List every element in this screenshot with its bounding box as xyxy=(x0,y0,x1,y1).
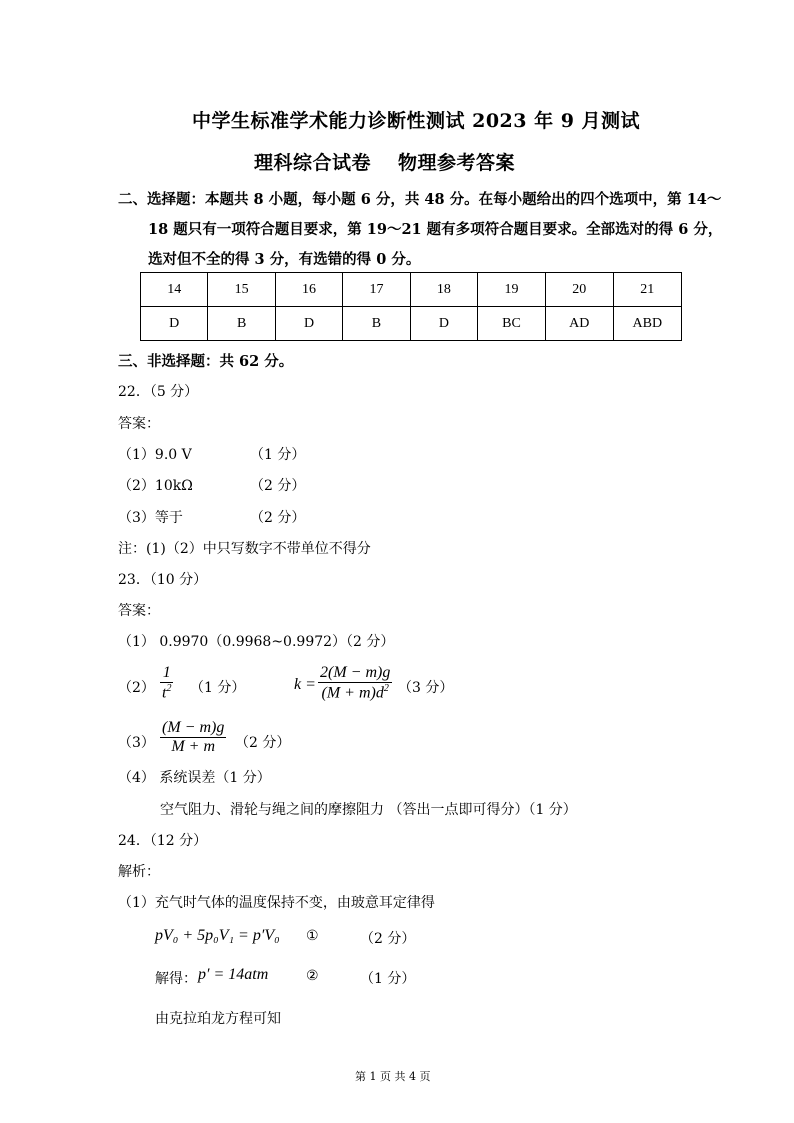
page-footer: 第 1 页 共 4 页 xyxy=(355,1070,431,1083)
section2-line1: 二、选择题：本题共 8 小题，每小题 6 分，共 48 分。在每小题给出的四个选项中，第 14～ xyxy=(118,191,722,208)
answer-table-answers-row xyxy=(141,307,682,341)
answer-table xyxy=(140,272,682,341)
fraction-numerator: 2(M − m)g xyxy=(320,664,391,681)
q22-part1: （1）9.0 V xyxy=(118,447,192,463)
equation-2: p′ = 14atm xyxy=(198,966,269,983)
table-cell: D xyxy=(275,307,342,341)
page-title: 中学生标准学术能力诊断性测试 2023 年 9 月测试 xyxy=(192,110,641,132)
q24-heading: 24．（12 分） xyxy=(118,833,208,849)
answer-table-numbers-row xyxy=(141,273,682,307)
q23-part4: （4） 系统误差（1 分） xyxy=(118,770,271,786)
table-cell: 16 xyxy=(275,273,342,307)
section2-line2: 18 题只有一项符合题目要求，第 19～21 题有多项符合题目要求。全部选对的得 6 分， xyxy=(148,221,723,238)
solve-label: 解得： xyxy=(155,971,197,987)
k-symbol: k = xyxy=(294,676,316,693)
q22-heading: 22．（5 分） xyxy=(118,384,199,400)
q24-analysis-label: 解析： xyxy=(118,864,160,880)
q22-note: 注：(1)（2）中只写数字不带单位不得分 xyxy=(118,541,371,557)
equation-1-mark: ① xyxy=(306,928,319,944)
subtitle-exam: 理科综合试卷 xyxy=(254,152,372,174)
table-cell: D xyxy=(141,307,208,341)
k-fraction xyxy=(318,664,392,702)
q23-heading: 23．（10 分） xyxy=(118,572,208,588)
table-cell: B xyxy=(208,307,275,341)
table-cell: BC xyxy=(478,307,546,341)
fraction-denominator: M + m xyxy=(171,738,216,755)
table-cell: 17 xyxy=(343,273,410,307)
q22-part3-score: （2 分） xyxy=(250,510,306,526)
q23-k-score: （3 分） xyxy=(398,680,454,696)
q23-answer-label: 答案： xyxy=(118,603,160,619)
equation-1-score: （2 分） xyxy=(360,931,416,947)
table-cell: 18 xyxy=(410,273,477,307)
equation-1: pV₀ + 5p₀V₁ = p′V₀ xyxy=(155,927,280,944)
table-cell: 14 xyxy=(141,273,208,307)
section2-line3: 选对但不全的得 3 分，有选错的得 0 分。 xyxy=(148,251,421,268)
q22-part3: （3）等于 xyxy=(118,510,183,526)
q23-part3-fraction xyxy=(160,719,226,756)
q24-part1: （1）充气时气体的温度保持不变，由玻意耳定律得 xyxy=(118,895,435,911)
table-cell: 15 xyxy=(208,273,275,307)
q23-part1: （1） 0.9970（0.9968~0.9972）（2 分） xyxy=(118,634,395,650)
table-cell: AD xyxy=(545,307,613,341)
table-cell: ABD xyxy=(613,307,681,341)
table-cell: 19 xyxy=(478,273,546,307)
section3-heading: 三、非选择题：共 62 分。 xyxy=(118,353,294,370)
q23-part2-fraction xyxy=(160,664,173,702)
table-cell: B xyxy=(343,307,410,341)
subtitle-answer: 物理参考答案 xyxy=(398,152,516,174)
q24-part2: 由克拉珀龙方程可知 xyxy=(155,1011,281,1027)
q22-part1-score: （1 分） xyxy=(250,447,306,463)
fraction-numerator: 1 xyxy=(160,664,173,683)
q23-part4-detail: 空气阻力、滑轮与绳之间的摩擦阻力 （答出一点即可得分）（1 分） xyxy=(160,802,577,818)
q22-answer-label: 答案： xyxy=(118,416,160,432)
q23-part2-score: （1 分） xyxy=(190,680,246,696)
q23-part2-label: （2） xyxy=(118,680,155,696)
table-cell: 20 xyxy=(545,273,613,307)
table-cell: 21 xyxy=(613,273,681,307)
q22-part2: （2）10kΩ xyxy=(118,478,193,494)
fraction-denominator: t xyxy=(162,684,167,702)
exponent: 2 xyxy=(383,683,389,694)
exponent: 2 xyxy=(166,683,172,694)
equation-2-score: （1 分） xyxy=(360,971,416,987)
fraction-denominator: (M + m)d xyxy=(321,684,384,702)
equation-2-mark: ② xyxy=(306,968,319,984)
q22-part2-score: （2 分） xyxy=(250,478,306,494)
table-cell: D xyxy=(410,307,477,341)
q23-part3-label: （3） xyxy=(118,735,155,751)
q23-part3-score: （2 分） xyxy=(235,735,291,751)
fraction-numerator: (M − m)g xyxy=(162,719,225,736)
